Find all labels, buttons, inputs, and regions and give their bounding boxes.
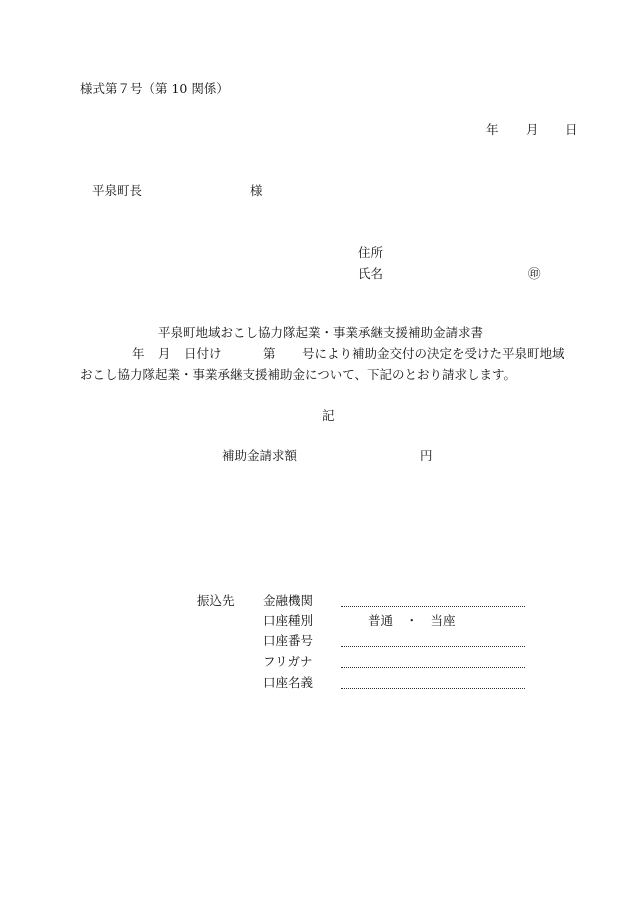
bank-label: 金融機関 bbox=[263, 593, 314, 608]
account-name-field-line[interactable] bbox=[341, 688, 525, 689]
body-month: 月 bbox=[158, 346, 171, 361]
account-type-label: 口座種別 bbox=[263, 613, 314, 628]
account-name-label: 口座名義 bbox=[263, 675, 314, 690]
account-number-field-line[interactable] bbox=[341, 646, 525, 647]
furigana-field-line[interactable] bbox=[341, 667, 525, 668]
ki-heading: 記 bbox=[322, 408, 335, 423]
date-year-label: 年 bbox=[486, 122, 499, 137]
address-label: 住所 bbox=[358, 245, 384, 260]
furigana-label: フリガナ bbox=[263, 654, 313, 669]
body-year: 年 bbox=[132, 346, 145, 361]
body-dai: 第 bbox=[263, 346, 276, 361]
body-dated: 日付け bbox=[184, 346, 222, 361]
claim-amount-label: 補助金請求額 bbox=[222, 448, 298, 463]
claim-amount-unit: 円 bbox=[420, 448, 433, 463]
addressee-name: 平泉町長 bbox=[92, 183, 143, 198]
body-continuation: 号により補助金交付の決定を受けた平泉町地域 bbox=[302, 346, 565, 361]
date-month-label: 月 bbox=[526, 122, 539, 137]
seal-mark: ㊞ bbox=[528, 266, 541, 281]
body-line-2: おこし協力隊起業・事業承継支援補助金について、下記のとおり請求します。 bbox=[80, 367, 517, 382]
account-type-options[interactable]: 普通 ・ 当座 bbox=[368, 613, 456, 628]
name-label: 氏名 bbox=[358, 266, 384, 281]
date-day-label: 日 bbox=[565, 122, 578, 137]
document-title: 平泉町地域おこし協力隊起業・事業承継支援補助金請求書 bbox=[158, 325, 484, 340]
account-number-label: 口座番号 bbox=[263, 633, 314, 648]
form-number: 様式第７号（第 10 関係） bbox=[80, 81, 229, 96]
addressee-honorific: 様 bbox=[250, 183, 263, 198]
transfer-label: 振込先 bbox=[197, 593, 235, 608]
bank-field-line[interactable] bbox=[341, 606, 525, 607]
